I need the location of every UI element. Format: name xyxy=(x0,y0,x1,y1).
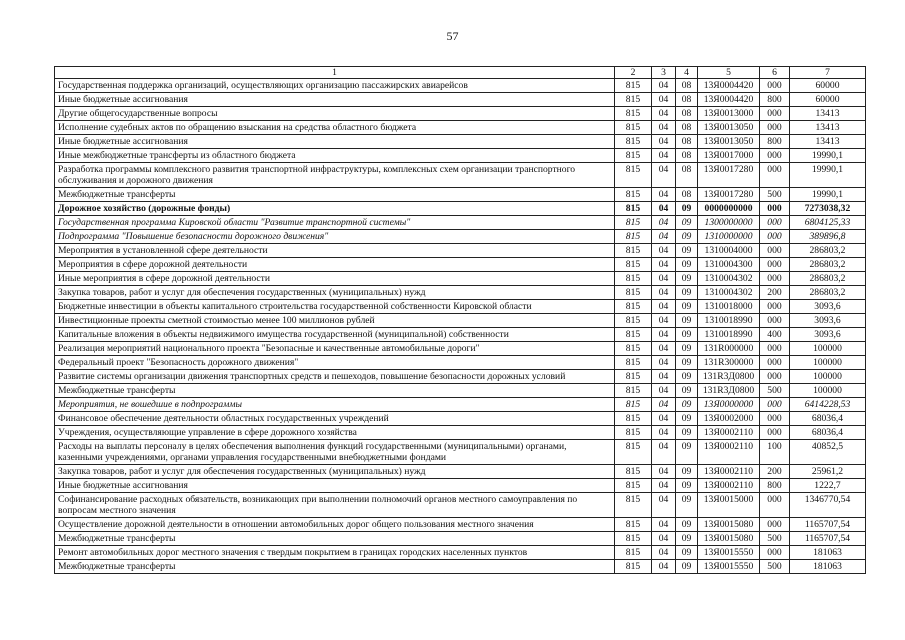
cell-section: 04 xyxy=(652,328,676,342)
cell-grbs: 815 xyxy=(615,342,652,356)
table-row xyxy=(55,560,866,574)
table-row xyxy=(55,398,866,412)
cell-expense-type: 000 xyxy=(760,518,790,532)
cell-target-article: 13Я0013050 xyxy=(698,121,760,135)
cell-expense-type: 500 xyxy=(760,384,790,398)
cell-amount: 60000 xyxy=(790,79,866,93)
cell-amount: 1165707,54 xyxy=(790,518,866,532)
cell-grbs: 815 xyxy=(615,107,652,121)
cell-name: Исполнение судебных актов по обращению взыскания на средства областного бюджета xyxy=(55,121,615,135)
cell-subsection: 09 xyxy=(676,342,698,356)
cell-name: Иные мероприятия в сфере дорожной деятельности xyxy=(55,272,615,286)
cell-target-article: 13Я0002110 xyxy=(698,465,760,479)
column-header-expense-type: 6 xyxy=(760,67,790,79)
cell-subsection: 09 xyxy=(676,216,698,230)
cell-name: Капитальные вложения в объекты недвижимого имущества государственной (муниципальной) собственности xyxy=(55,328,615,342)
cell-target-article: 131R3Д0800 xyxy=(698,384,760,398)
cell-target-article: 13Я0000000 xyxy=(698,398,760,412)
cell-name: Иные бюджетные ассигнования xyxy=(55,135,615,149)
cell-expense-type: 000 xyxy=(760,79,790,93)
cell-subsection: 08 xyxy=(676,121,698,135)
cell-subsection: 09 xyxy=(676,546,698,560)
cell-section: 04 xyxy=(652,300,676,314)
cell-subsection: 08 xyxy=(676,163,698,188)
budget-table xyxy=(54,66,866,574)
cell-grbs: 815 xyxy=(615,493,652,518)
cell-subsection: 09 xyxy=(676,356,698,370)
cell-name: Иные межбюджетные трансферты из областного бюджета xyxy=(55,149,615,163)
cell-subsection: 09 xyxy=(676,426,698,440)
table-row xyxy=(55,493,866,518)
cell-section: 04 xyxy=(652,244,676,258)
cell-amount: 100000 xyxy=(790,342,866,356)
table-body xyxy=(55,79,866,574)
cell-grbs: 815 xyxy=(615,546,652,560)
cell-section: 04 xyxy=(652,272,676,286)
cell-grbs: 815 xyxy=(615,560,652,574)
cell-amount: 13413 xyxy=(790,135,866,149)
cell-amount: 6414228,53 xyxy=(790,398,866,412)
cell-grbs: 815 xyxy=(615,286,652,300)
cell-section: 04 xyxy=(652,188,676,202)
cell-grbs: 815 xyxy=(615,356,652,370)
cell-expense-type: 500 xyxy=(760,532,790,546)
table-row xyxy=(55,202,866,216)
cell-expense-type: 400 xyxy=(760,328,790,342)
table-row xyxy=(55,465,866,479)
cell-target-article: 1310018000 xyxy=(698,300,760,314)
cell-name: Мероприятия в сфере дорожной деятельности xyxy=(55,258,615,272)
cell-expense-type: 500 xyxy=(760,560,790,574)
cell-subsection: 08 xyxy=(676,93,698,107)
cell-name: Иные бюджетные ассигнования xyxy=(55,479,615,493)
cell-section: 04 xyxy=(652,426,676,440)
table-row xyxy=(55,216,866,230)
column-header-section: 3 xyxy=(652,67,676,79)
cell-section: 04 xyxy=(652,230,676,244)
cell-expense-type: 000 xyxy=(760,493,790,518)
cell-expense-type: 800 xyxy=(760,93,790,107)
cell-expense-type: 000 xyxy=(760,342,790,356)
table-row xyxy=(55,121,866,135)
cell-amount: 25961,2 xyxy=(790,465,866,479)
cell-subsection: 08 xyxy=(676,107,698,121)
cell-subsection: 09 xyxy=(676,398,698,412)
cell-name: Реализация мероприятий национального проекта "Безопасные и качественные автомобильные дороги" xyxy=(55,342,615,356)
cell-name: Финансовое обеспечение деятельности областных государственных учреждений xyxy=(55,412,615,426)
table-row xyxy=(55,272,866,286)
cell-amount: 3093,6 xyxy=(790,314,866,328)
cell-target-article: 13Я0017000 xyxy=(698,149,760,163)
cell-grbs: 815 xyxy=(615,79,652,93)
cell-section: 04 xyxy=(652,560,676,574)
cell-subsection: 09 xyxy=(676,300,698,314)
cell-expense-type: 000 xyxy=(760,426,790,440)
page-number: 57 xyxy=(446,29,459,43)
table-row xyxy=(55,412,866,426)
cell-subsection: 09 xyxy=(676,384,698,398)
cell-expense-type: 100 xyxy=(760,440,790,465)
column-header-amount: 7 xyxy=(790,67,866,79)
cell-name: Федеральный проект "Безопасность дорожного движения" xyxy=(55,356,615,370)
cell-section: 04 xyxy=(652,532,676,546)
cell-grbs: 815 xyxy=(615,398,652,412)
cell-subsection: 09 xyxy=(676,560,698,574)
cell-name: Расходы на выплаты персоналу в целях обеспечения выполнения функций государственными (муниципальными) органами, казенными учреждениями, органами управления государственными внебюджетными фондами xyxy=(55,440,615,465)
cell-target-article: 13Я0002110 xyxy=(698,440,760,465)
cell-target-article: 13Я0013050 xyxy=(698,135,760,149)
cell-name: Закупка товаров, работ и услуг для обеспечения государственных (муниципальных) нужд xyxy=(55,465,615,479)
cell-grbs: 815 xyxy=(615,384,652,398)
cell-amount: 19990,1 xyxy=(790,149,866,163)
cell-subsection: 09 xyxy=(676,244,698,258)
cell-section: 04 xyxy=(652,286,676,300)
cell-expense-type: 000 xyxy=(760,398,790,412)
cell-target-article: 13Я0015080 xyxy=(698,532,760,546)
cell-subsection: 09 xyxy=(676,370,698,384)
cell-amount: 100000 xyxy=(790,356,866,370)
cell-section: 04 xyxy=(652,342,676,356)
cell-section: 04 xyxy=(652,384,676,398)
cell-name: Другие общегосударственные вопросы xyxy=(55,107,615,121)
cell-subsection: 09 xyxy=(676,230,698,244)
table-row xyxy=(55,300,866,314)
cell-amount: 1222,7 xyxy=(790,479,866,493)
cell-subsection: 09 xyxy=(676,412,698,426)
column-header-target-article: 5 xyxy=(698,67,760,79)
cell-amount: 100000 xyxy=(790,370,866,384)
cell-grbs: 815 xyxy=(615,300,652,314)
table-row xyxy=(55,518,866,532)
table-row xyxy=(55,286,866,300)
cell-amount: 3093,6 xyxy=(790,300,866,314)
cell-name: Закупка товаров, работ и услуг для обеспечения государственных (муниципальных) нужд xyxy=(55,286,615,300)
cell-section: 04 xyxy=(652,412,676,426)
cell-name: Иные бюджетные ассигнования xyxy=(55,93,615,107)
table-row xyxy=(55,440,866,465)
cell-grbs: 815 xyxy=(615,202,652,216)
cell-amount: 286803,2 xyxy=(790,244,866,258)
cell-name: Инвестиционные проекты сметной стоимостью менее 100 миллионов рублей xyxy=(55,314,615,328)
cell-name: Межбюджетные трансферты xyxy=(55,384,615,398)
table-row xyxy=(55,384,866,398)
cell-expense-type: 000 xyxy=(760,230,790,244)
cell-grbs: 815 xyxy=(615,135,652,149)
cell-expense-type: 000 xyxy=(760,149,790,163)
cell-grbs: 815 xyxy=(615,230,652,244)
cell-target-article: 13Я0015550 xyxy=(698,560,760,574)
cell-section: 04 xyxy=(652,546,676,560)
cell-target-article: 13Я0015550 xyxy=(698,546,760,560)
cell-expense-type: 800 xyxy=(760,479,790,493)
cell-amount: 286803,2 xyxy=(790,258,866,272)
cell-grbs: 815 xyxy=(615,440,652,465)
table-row xyxy=(55,532,866,546)
cell-name: Дорожное хозяйство (дорожные фонды) xyxy=(55,202,615,216)
cell-grbs: 815 xyxy=(615,465,652,479)
cell-grbs: 815 xyxy=(615,370,652,384)
table-row xyxy=(55,79,866,93)
column-header-subsection: 4 xyxy=(676,67,698,79)
table-row xyxy=(55,163,866,188)
table-row xyxy=(55,426,866,440)
cell-expense-type: 000 xyxy=(760,412,790,426)
table-row xyxy=(55,370,866,384)
cell-section: 04 xyxy=(652,493,676,518)
cell-section: 04 xyxy=(652,518,676,532)
cell-target-article: 13Я0015080 xyxy=(698,518,760,532)
cell-section: 04 xyxy=(652,398,676,412)
cell-target-article: 13Я0004420 xyxy=(698,93,760,107)
table-row xyxy=(55,314,866,328)
cell-amount: 3093,6 xyxy=(790,328,866,342)
cell-grbs: 815 xyxy=(615,412,652,426)
cell-subsection: 09 xyxy=(676,272,698,286)
table-row xyxy=(55,244,866,258)
table-row xyxy=(55,342,866,356)
cell-name: Софинансирование расходных обязательств, возникающих при выполнении полномочий органов местного самоуправления по вопросам местного значения xyxy=(55,493,615,518)
cell-section: 04 xyxy=(652,202,676,216)
cell-grbs: 815 xyxy=(615,479,652,493)
cell-subsection: 08 xyxy=(676,188,698,202)
cell-target-article: 131R3Д0800 xyxy=(698,370,760,384)
table-row xyxy=(55,93,866,107)
table-row xyxy=(55,107,866,121)
table-row xyxy=(55,135,866,149)
cell-grbs: 815 xyxy=(615,426,652,440)
cell-section: 04 xyxy=(652,121,676,135)
cell-amount: 13413 xyxy=(790,121,866,135)
cell-expense-type: 000 xyxy=(760,244,790,258)
cell-expense-type: 000 xyxy=(760,314,790,328)
table-row xyxy=(55,546,866,560)
cell-section: 04 xyxy=(652,370,676,384)
table-row xyxy=(55,149,866,163)
cell-amount: 286803,2 xyxy=(790,286,866,300)
cell-name: Межбюджетные трансферты xyxy=(55,532,615,546)
cell-section: 04 xyxy=(652,465,676,479)
cell-target-article: 1310004302 xyxy=(698,272,760,286)
cell-name: Ремонт автомобильных дорог местного значения с твердым покрытием в границах городских населенных пунктов xyxy=(55,546,615,560)
cell-target-article: 1310004302 xyxy=(698,286,760,300)
cell-grbs: 815 xyxy=(615,244,652,258)
cell-grbs: 815 xyxy=(615,121,652,135)
cell-amount: 13413 xyxy=(790,107,866,121)
cell-grbs: 815 xyxy=(615,188,652,202)
cell-subsection: 08 xyxy=(676,149,698,163)
cell-amount: 1165707,54 xyxy=(790,532,866,546)
cell-section: 04 xyxy=(652,314,676,328)
cell-section: 04 xyxy=(652,479,676,493)
cell-expense-type: 000 xyxy=(760,121,790,135)
cell-name: Подпрограмма "Повышение безопасности дорожного движения" xyxy=(55,230,615,244)
cell-section: 04 xyxy=(652,93,676,107)
cell-name: Разработка программы комплексного развития транспортной инфраструктуры, комплексных схем организации транспортного обслуживания и дорожного движения xyxy=(55,163,615,188)
cell-amount: 1346770,54 xyxy=(790,493,866,518)
cell-amount: 389896,8 xyxy=(790,230,866,244)
cell-grbs: 815 xyxy=(615,272,652,286)
cell-subsection: 09 xyxy=(676,202,698,216)
cell-expense-type: 000 xyxy=(760,258,790,272)
cell-expense-type: 200 xyxy=(760,286,790,300)
cell-name: Бюджетные инвестиции в объекты капитального строительства государственной собственности Кировской области xyxy=(55,300,615,314)
cell-subsection: 09 xyxy=(676,328,698,342)
cell-target-article: 1310018990 xyxy=(698,314,760,328)
table-row xyxy=(55,328,866,342)
cell-section: 04 xyxy=(652,79,676,93)
column-header-name: 1 xyxy=(55,67,615,79)
cell-grbs: 815 xyxy=(615,328,652,342)
cell-expense-type: 000 xyxy=(760,107,790,121)
cell-subsection: 09 xyxy=(676,258,698,272)
cell-target-article: 131R300000 xyxy=(698,356,760,370)
cell-expense-type: 000 xyxy=(760,356,790,370)
cell-amount: 68036,4 xyxy=(790,426,866,440)
cell-grbs: 815 xyxy=(615,518,652,532)
table-row xyxy=(55,188,866,202)
cell-section: 04 xyxy=(652,135,676,149)
cell-target-article: 13Я0017280 xyxy=(698,188,760,202)
table-row xyxy=(55,258,866,272)
cell-name: Межбюджетные трансферты xyxy=(55,560,615,574)
cell-target-article: 13Я0013000 xyxy=(698,107,760,121)
cell-amount: 40852,5 xyxy=(790,440,866,465)
cell-subsection: 09 xyxy=(676,532,698,546)
cell-grbs: 815 xyxy=(615,163,652,188)
cell-target-article: 13Я0015000 xyxy=(698,493,760,518)
cell-target-article: 13Я0002110 xyxy=(698,479,760,493)
cell-expense-type: 000 xyxy=(760,272,790,286)
cell-target-article: 1300000000 xyxy=(698,216,760,230)
table-header-row xyxy=(55,67,866,79)
cell-amount: 19990,1 xyxy=(790,163,866,188)
cell-subsection: 08 xyxy=(676,135,698,149)
cell-name: Государственная поддержка организаций, осуществляющих организацию пассажирских авиарейсов xyxy=(55,79,615,93)
cell-section: 04 xyxy=(652,149,676,163)
column-header-grbs: 2 xyxy=(615,67,652,79)
cell-expense-type: 800 xyxy=(760,135,790,149)
cell-target-article: 13Я0004420 xyxy=(698,79,760,93)
cell-expense-type: 200 xyxy=(760,465,790,479)
table-row xyxy=(55,356,866,370)
cell-grbs: 815 xyxy=(615,314,652,328)
table-row xyxy=(55,479,866,493)
cell-amount: 100000 xyxy=(790,384,866,398)
cell-section: 04 xyxy=(652,163,676,188)
cell-subsection: 09 xyxy=(676,465,698,479)
cell-subsection: 09 xyxy=(676,440,698,465)
cell-subsection: 09 xyxy=(676,493,698,518)
cell-target-article: 13Я0017280 xyxy=(698,163,760,188)
cell-grbs: 815 xyxy=(615,532,652,546)
cell-amount: 181063 xyxy=(790,546,866,560)
cell-amount: 286803,2 xyxy=(790,272,866,286)
cell-expense-type: 000 xyxy=(760,546,790,560)
cell-section: 04 xyxy=(652,258,676,272)
cell-name: Развитие системы организации движения транспортных средств и пешеходов, повышение безопасности дорожных условий xyxy=(55,370,615,384)
cell-target-article: 1310000000 xyxy=(698,230,760,244)
cell-grbs: 815 xyxy=(615,216,652,230)
cell-name: Осуществление дорожной деятельности в отношении автомобильных дорог общего пользования местного значения xyxy=(55,518,615,532)
cell-amount: 7273038,32 xyxy=(790,202,866,216)
cell-expense-type: 000 xyxy=(760,370,790,384)
cell-grbs: 815 xyxy=(615,258,652,272)
cell-name: Межбюджетные трансферты xyxy=(55,188,615,202)
cell-name: Государственная программа Кировской области "Развитие транспортной системы" xyxy=(55,216,615,230)
cell-target-article: 13Я0002000 xyxy=(698,412,760,426)
cell-target-article: 1310004000 xyxy=(698,244,760,258)
cell-amount: 181063 xyxy=(790,560,866,574)
cell-name: Учреждения, осуществляющие управление в сфере дорожного хозяйства xyxy=(55,426,615,440)
cell-subsection: 09 xyxy=(676,518,698,532)
cell-expense-type: 000 xyxy=(760,202,790,216)
cell-section: 04 xyxy=(652,356,676,370)
cell-amount: 68036,4 xyxy=(790,412,866,426)
cell-name: Мероприятия в установленной сфере деятельности xyxy=(55,244,615,258)
cell-subsection: 08 xyxy=(676,79,698,93)
cell-name: Мероприятия, не вошедшие в подпрограммы xyxy=(55,398,615,412)
cell-section: 04 xyxy=(652,107,676,121)
cell-amount: 60000 xyxy=(790,93,866,107)
cell-amount: 6804125,33 xyxy=(790,216,866,230)
cell-target-article: 0000000000 xyxy=(698,202,760,216)
cell-subsection: 09 xyxy=(676,479,698,493)
table-row xyxy=(55,230,866,244)
cell-expense-type: 000 xyxy=(760,163,790,188)
cell-section: 04 xyxy=(652,440,676,465)
cell-expense-type: 000 xyxy=(760,300,790,314)
cell-subsection: 09 xyxy=(676,286,698,300)
cell-target-article: 13Я0002110 xyxy=(698,426,760,440)
cell-expense-type: 000 xyxy=(760,216,790,230)
cell-target-article: 1310018990 xyxy=(698,328,760,342)
cell-target-article: 131R000000 xyxy=(698,342,760,356)
cell-target-article: 1310004300 xyxy=(698,258,760,272)
cell-grbs: 815 xyxy=(615,149,652,163)
cell-section: 04 xyxy=(652,216,676,230)
cell-grbs: 815 xyxy=(615,93,652,107)
cell-amount: 19990,1 xyxy=(790,188,866,202)
cell-subsection: 09 xyxy=(676,314,698,328)
cell-expense-type: 500 xyxy=(760,188,790,202)
